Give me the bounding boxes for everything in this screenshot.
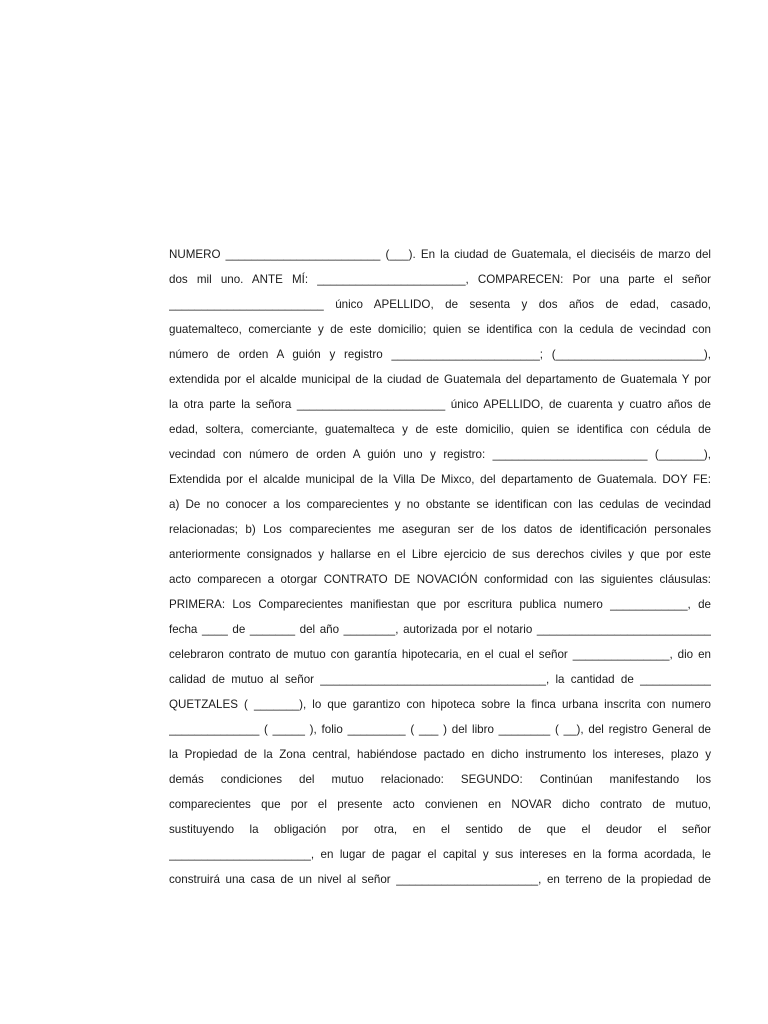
text-line: NUMERO ________________________ (___). En la ciudad de Guatemala, el dieciséis de marzo del bbox=[169, 248, 711, 261]
text-line: celebraron contrato de mutuo con garantía hipotecaria, en el cual el señor _______________, dio en bbox=[169, 648, 711, 661]
text-line: demás condiciones del mutuo relacionado: SEGUNDO: Continúan manifestando los bbox=[169, 773, 711, 786]
text-line: sustituyendo la obligación por otra, en el sentido de que el deudor el señor bbox=[169, 823, 711, 836]
text-line: la Propiedad de la Zona central, habiéndose pactado en dicho instrumento los intereses, plazo y bbox=[169, 748, 711, 761]
text-line: dos mil uno. ANTE MÍ: _______________________, COMPARECEN: Por una parte el señor bbox=[169, 273, 711, 286]
text-line: QUETZALES ( _______), lo que garantizo con hipoteca sobre la finca urbana inscrita con numero bbox=[169, 698, 711, 711]
text-line: ________________________ único APELLIDO, de sesenta y dos años de edad, casado, bbox=[169, 298, 711, 311]
text-line: guatemalteco, comerciante y de este domicilio; quien se identifica con la cedula de vecindad con bbox=[169, 323, 711, 336]
text-line: extendida por el alcalde municipal de la ciudad de Guatemala del departamento de Guatemala Y por bbox=[169, 373, 711, 386]
text-line: ______________________, en lugar de pagar el capital y sus intereses en la forma acordada, le bbox=[169, 848, 711, 861]
text-line: fecha ____ de _______ del año ________, autorizada por el notario ___________________________ bbox=[169, 623, 711, 636]
text-line: anteriormente consignados y hallarse en el Libre ejercicio de sus derechos civiles y que por este bbox=[169, 548, 711, 561]
text-line: comparecientes que por el presente acto convienen en NOVAR dicho contrato de mutuo, bbox=[169, 798, 711, 811]
text-line: edad, soltera, comerciante, guatemalteca y de este domicilio, quien se identifica con cédula de bbox=[169, 423, 711, 436]
text-line: relacionadas; b) Los comparecientes me aseguran ser de los datos de identificación personales bbox=[169, 523, 711, 536]
contract-body bbox=[169, 242, 711, 892]
text-line: calidad de mutuo al señor ___________________________________, la cantidad de ___________ bbox=[169, 673, 711, 686]
text-line: número de orden A guión y registro _______________________; (_______________________), bbox=[169, 348, 711, 361]
text-line: PRIMERA: Los Comparecientes manifiestan que por escritura publica numero ____________, de bbox=[169, 598, 711, 611]
text-line: vecindad con número de orden A guión uno y registro: ________________________ (_______), bbox=[169, 448, 711, 461]
text-line: ______________ ( _____ ), folio _________ ( ___ ) del libro ________ ( __), del registro General de bbox=[169, 723, 711, 736]
text-line: la otra parte la señora _______________________ único APELLIDO, de cuarenta y cuatro años de bbox=[169, 398, 711, 411]
text-line: construirá una casa de un nivel al señor ______________________, en terreno de la propiedad de bbox=[169, 873, 711, 886]
text-line: a) De no conocer a los comparecientes y no obstante se identifican con las cedulas de vecindad bbox=[169, 498, 711, 511]
text-line: Extendida por el alcalde municipal de la Villa De Mixco, del departamento de Guatemala. DOY FE: bbox=[169, 473, 711, 486]
text-line: acto comparecen a otorgar CONTRATO DE NOVACIÓN conformidad con las siguientes cláusulas: bbox=[169, 573, 711, 586]
